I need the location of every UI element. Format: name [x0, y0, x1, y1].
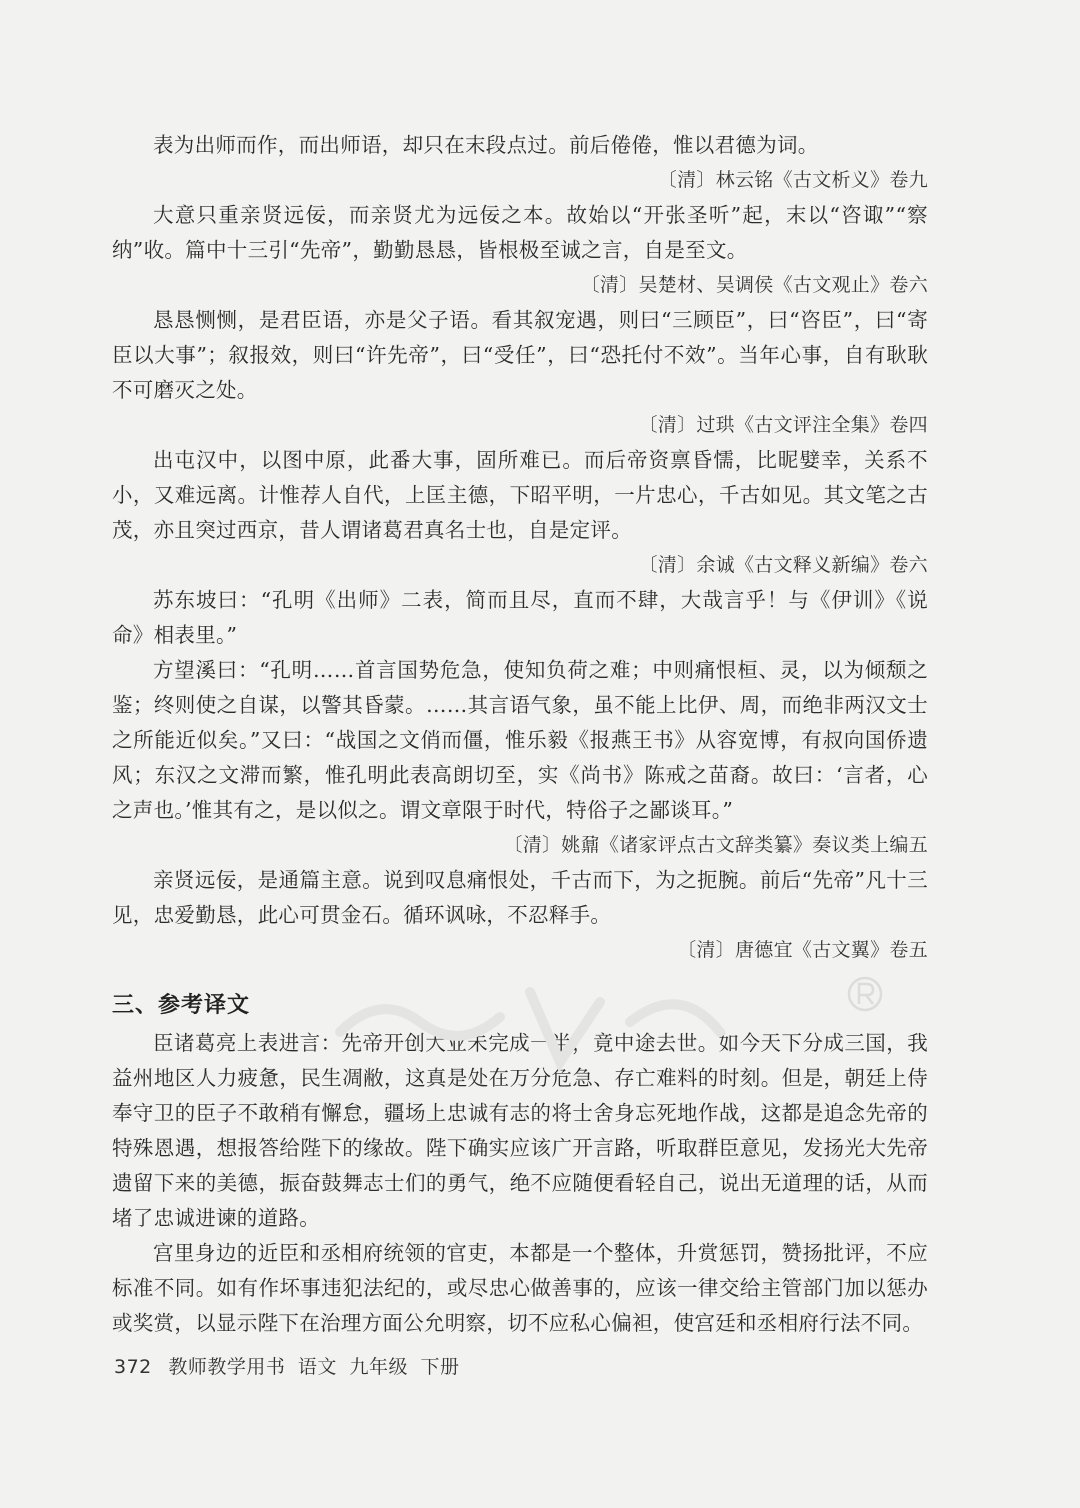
commentary-paragraph: 亲贤远佞，是通篇主意。说到叹息痛恨处，千古而下，为之扼腕。前后“先帝”凡十三见，忠爱勤恳，此心可贯金石。循环讽咏，不忍释手。 [112, 868, 928, 927]
commentary-source: 〔清〕唐德宜《古文翼》卷五 [677, 939, 928, 961]
commentary-source: 〔清〕余诚《古文释义新编》卷六 [638, 554, 928, 576]
commentary-paragraph: 出屯汉中，以图中原，此番大事，固所难已。而后帝资禀昏懦，比昵嬖幸，关系不小，又难远离。计惟荐人自代，上匡主德，下昭平明，一片忠心，千古如见。其文笔之古茂，亦且突过西京，昔人谓诸葛君真名士也，自是定评。 [112, 448, 928, 542]
book-grade: 九年级 [349, 1356, 408, 1378]
commentary-source: 〔清〕姚鼐《诸家评点古文辞类纂》奏议类上编五 [503, 834, 928, 856]
commentary-paragraph: 表为出师而作，而出师语，却只在末段点过。前后倦倦，惟以君德为词。 [153, 133, 819, 157]
commentary-paragraph: 恳恳恻恻，是君臣语，亦是父子语。看其叙宠遇，则曰“三顾臣”，曰“咨臣”，曰“寄臣以大事”；叙报效，则曰“许先帝”，曰“受任”，曰“恐托付不效”。当年心事，自有耿耿不可磨灭之处。 [112, 308, 928, 402]
book-title: 教师教学用书 [168, 1356, 286, 1378]
page-footer [114, 1352, 466, 1382]
page-number: 372 [114, 1356, 152, 1378]
commentary-paragraph: 大意只重亲贤远佞，而亲贤尤为远佞之本。故始以“开张圣听”起，末以“咨诹”“察纳”收。篇中十三引“先帝”，勤勤恳恳，皆根极至诚之言，自是至文。 [112, 203, 928, 262]
translation-paragraph: 臣诸葛亮上表进言：先帝开创大业未完成一半，竟中途去世。如今天下分成三国，我益州地区人力疲惫，民生凋敝，这真是处在万分危急、存亡难料的时刻。但是，朝廷上侍奉守卫的臣子不敢稍有懈怠，疆场上忠诚有志的将士舍身忘死地作战，这都是追念先帝的特殊恩遇，想报答给陛下的缘故。陛下确实应该广开言路，听取群臣意见，发扬光大先帝遗留下来的美德，振奋鼓舞志士们的勇气，绝不应随便看轻自己，说出无道理的话，从而堵了忠诚进谏的道路。 [112, 1031, 928, 1230]
page-content [112, 128, 928, 1341]
commentary-source: 〔清〕林云铭《古文析义》卷九 [657, 169, 928, 191]
commentary-source: 〔清〕过珙《古文评注全集》卷四 [638, 414, 928, 436]
commentary-source: 〔清〕吴楚材、吴调侯《古文观止》卷六 [580, 274, 928, 296]
translation-paragraph: 宫里身边的近臣和丞相府统领的官吏，本都是一个整体，升赏惩罚，赞扬批评，不应标准不同。如有作坏事违犯法纪的，或尽忠心做善事的，应该一律交给主管部门加以惩办或奖赏，以显示陛下在治理方面公允明察，切不应私心偏袒，使宫廷和丞相府行法不同。 [112, 1241, 928, 1335]
section-gap [112, 968, 928, 986]
book-volume: 下册 [420, 1356, 460, 1378]
commentary-paragraph: 苏东坡曰：“孔明《出师》二表，简而且尽，直而不肆，大哉言乎！与《伊训》《说命》相表里。” [112, 588, 928, 647]
section-title: 三、参考译文 [112, 993, 251, 1018]
commentary-paragraph: 方望溪曰：“孔明……首言国势危急，使知负荷之难；中则痛恨桓、灵，以为倾颓之鉴；终则使之自谋，以警其昏蒙。……其言语气象，虽不能上比伊、周，而绝非两汉文士之所能近似矣。”又曰：“战国之文俏而僵，惟乐毅《报燕王书》从容宽博，有叔向国侨遗风；东汉之文滞而繁，惟孔明此表高朗切至，实《尚书》陈戒之苗裔。故曰：‘言者，心之声也。’惟其有之，是以似之。谓文章限于时代，特俗子之鄙谈耳。” [112, 658, 928, 822]
book-subject: 语文 [297, 1356, 337, 1378]
